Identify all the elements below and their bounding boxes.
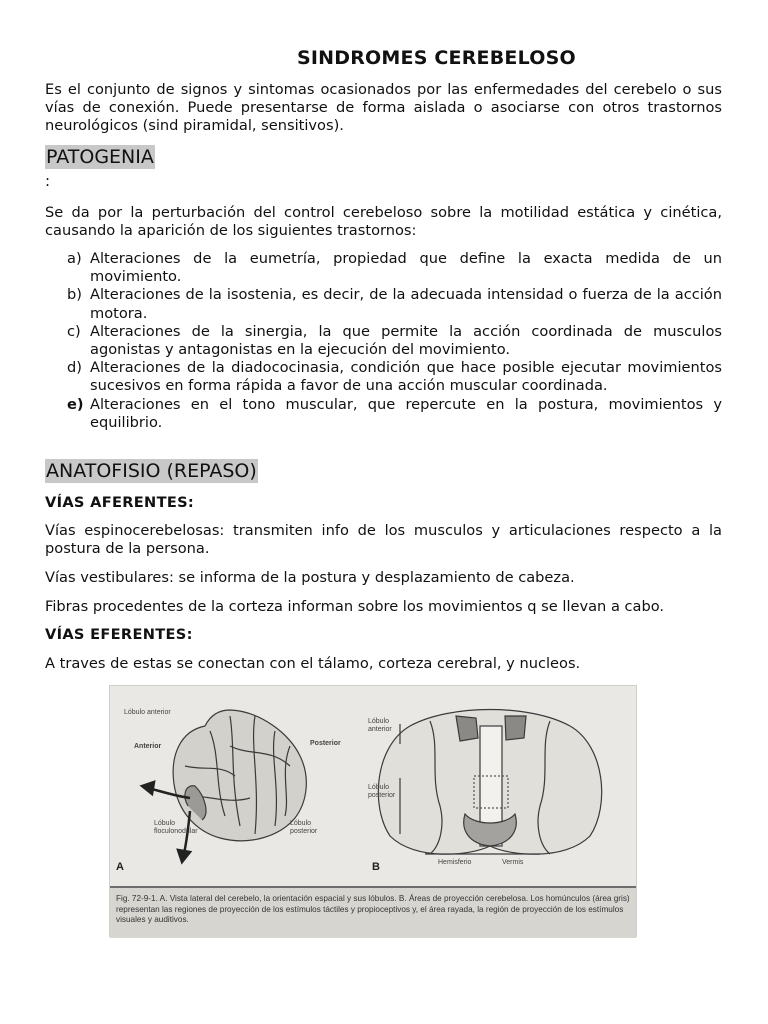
disorder-list	[45, 250, 722, 432]
label-lobulo-anterior-a: Lóbulo anterior	[124, 709, 171, 716]
figure-caption: Fig. 72-9-1. A. Vista lateral del cerebelo, la orientación espacial y sus lóbulos. B. Áreas de proyección cerebelosa. Los homúnculos (área gris) representan las regiones de proyección de los estímulos táctiles y propioceptivos y, el área rayada, la región de proyección de los estímulos visuales y auditivos.	[116, 894, 630, 924]
aferentes-title: VÍAS AFERENTES:	[45, 494, 195, 511]
label-anterior: Anterior	[134, 743, 162, 750]
list-item	[45, 323, 722, 359]
list-item-text: Alteraciones de la eumetría, propiedad que define la exacta medida de un movimiento.	[90, 250, 722, 286]
list-item	[45, 396, 722, 432]
document-title: SINDROMES CEREBELOSO	[297, 47, 576, 69]
list-item	[45, 286, 722, 322]
projection-areas-view	[378, 710, 601, 855]
eferentes-title: VÍAS EFERENTES:	[45, 626, 193, 643]
aferentes-paragraph: Vías vestibulares: se informa de la postura y desplazamiento de cabeza.	[45, 569, 575, 586]
aferentes-paragraph: Fibras procedentes de la corteza informan sobre los movimientos q se llevan a cabo.	[45, 598, 665, 615]
label-panel-a: A	[116, 861, 124, 873]
intro-paragraph: Es el conjunto de signos y sintomas ocasionados por las enfermedades del cerebelo o sus vías de conexión. Puede presentarse de forma aislada o asociarse con otros trastornos neurológicos (sind piramidal, sensitivos).	[45, 81, 722, 135]
eferentes-paragraph: A traves de estas se conectan con el tálamo, corteza cerebral, y nucleos.	[45, 655, 581, 672]
patogenia-lead: Se da por la perturbación del control cerebeloso sobre la motilidad estática y cinética, causando la aparición de los siguientes trastornos:	[45, 204, 722, 240]
list-marker: b)	[67, 286, 82, 304]
list-marker: a)	[67, 250, 82, 267]
label-posterior: Posterior	[310, 740, 341, 747]
label-vermis: Vermis	[502, 859, 524, 866]
list-item-text: Alteraciones en el tono muscular, que repercute en la postura, movimientos y equilibrio.	[90, 395, 722, 431]
list-marker: d)	[67, 359, 82, 377]
label-lobulo-anterior-b: Lóbulo anterior	[368, 718, 392, 733]
patogenia-heading: PATOGENIA	[46, 146, 154, 168]
label-lobulo-posterior-a: Lóbulo posterior	[290, 820, 318, 835]
label-panel-b: B	[372, 861, 380, 873]
list-marker: c)	[67, 322, 81, 340]
label-lobulo-posterior-b: Lóbulo posterior	[368, 784, 396, 799]
label-hemisferio: Hemisferio	[438, 859, 472, 866]
label-lobulo-floculonodular: Lóbulo floculonodular	[154, 820, 198, 835]
list-item-text: Alteraciones de la diadococinasia, condición que hace posible ejecutar movimientos sucesivos en forma rápida a favor de una acción muscular coordinada.	[90, 359, 722, 395]
list-item-text: Alteraciones de la isostenia, es decir, de la adecuada intensidad o fuerza de la acción motora.	[90, 286, 722, 322]
list-marker: e)	[67, 395, 84, 413]
anatofisio-heading: ANATOFISIO (REPASO)	[46, 460, 257, 482]
patogenia-colon: :	[45, 172, 51, 190]
list-item	[45, 359, 722, 395]
cerebellum-figure	[109, 685, 637, 937]
list-item-text: Alteraciones de la sinergia, la que permite la acción coordinada de musculos agonistas y antagonistas en la ejecución del movimiento.	[90, 322, 722, 359]
aferentes-paragraph: Vías espinocerebelosas: transmiten info de los musculos y articulaciones respecto a la postura de la persona.	[45, 522, 722, 558]
list-item	[45, 250, 722, 286]
